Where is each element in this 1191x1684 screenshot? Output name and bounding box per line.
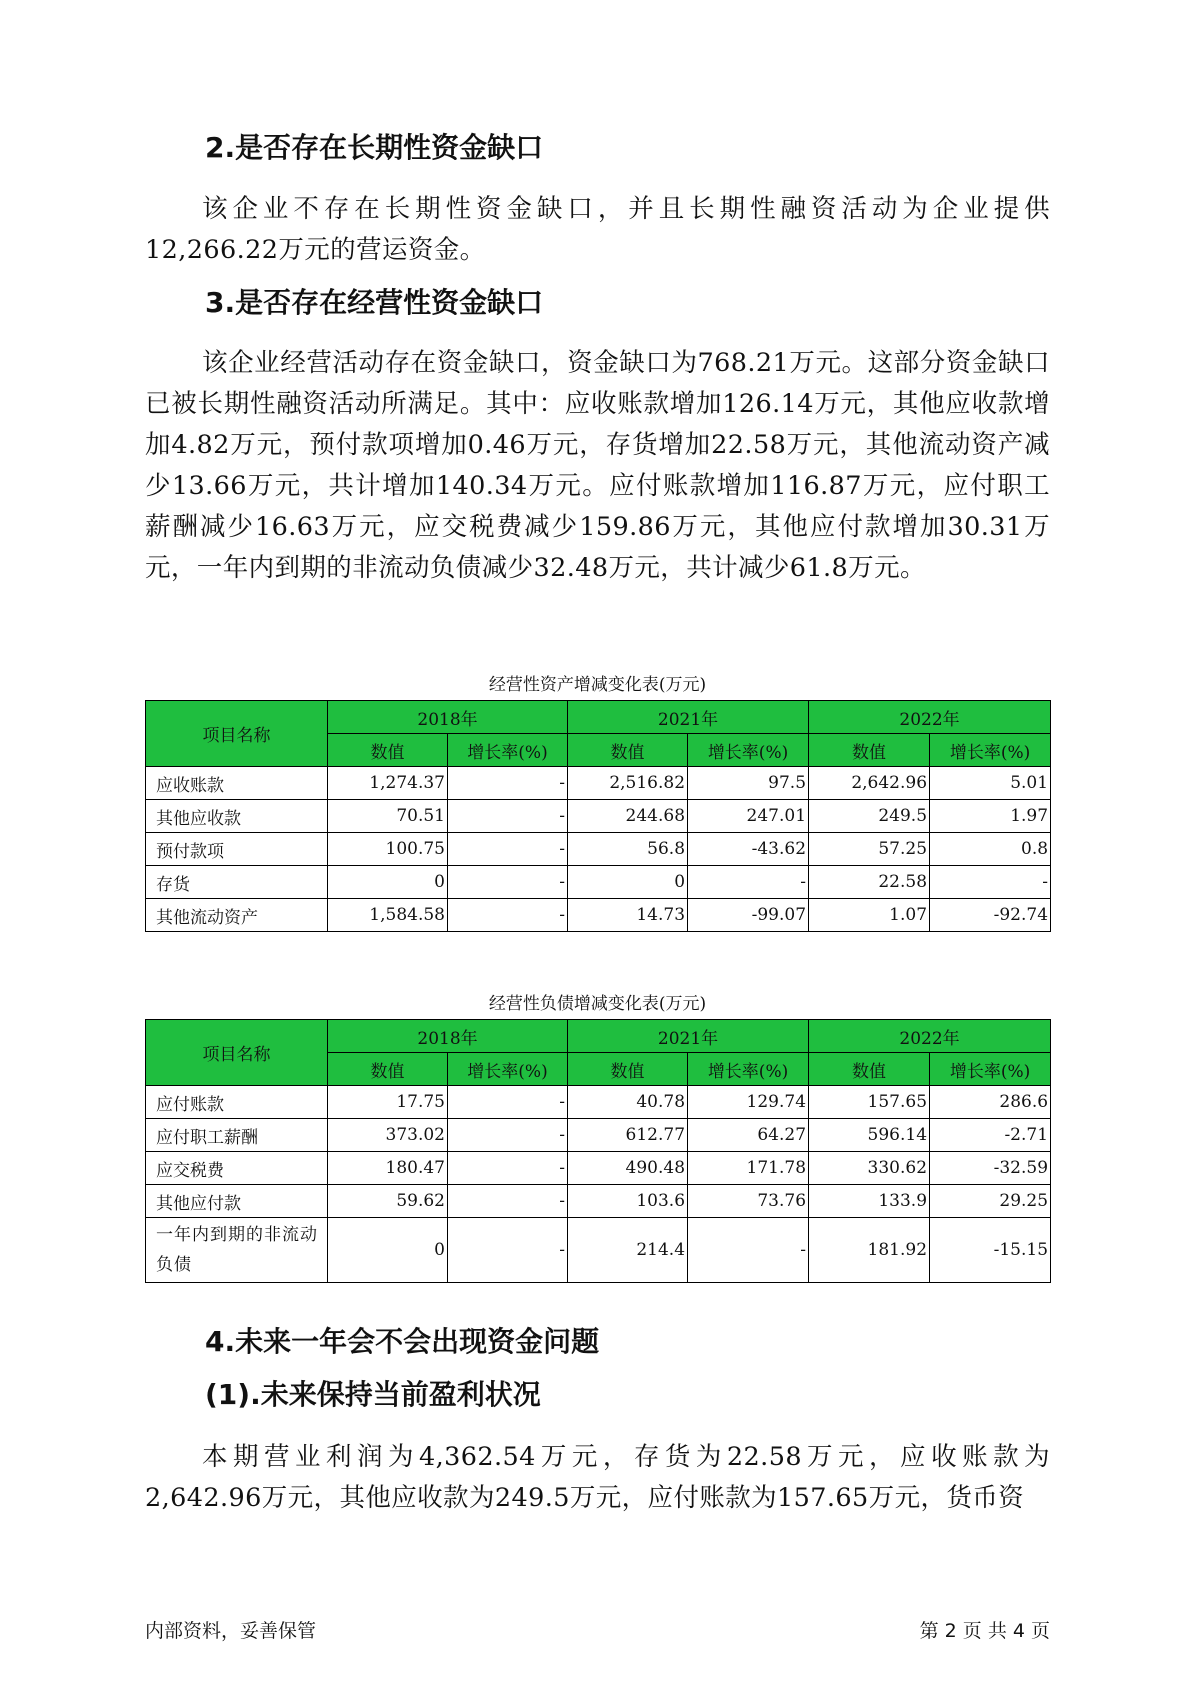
table-cell: 59.62: [328, 1185, 448, 1218]
table-row: [146, 1218, 1051, 1283]
table-cell: 157.65: [809, 1086, 930, 1119]
paragraph-current-profit: 本期营业利润为4,362.54万元，存货为22.58万元，应收账款为2,642.96万元，其他应收款为249.5万元，应付账款为157.65万元，货币资: [145, 1442, 1050, 1513]
table-cell: -2.71: [930, 1119, 1051, 1152]
table-cell: 2,516.82: [568, 767, 688, 800]
table-row: [146, 1119, 1051, 1152]
table-row: [146, 866, 1051, 899]
year-header: 2021年: [568, 701, 809, 734]
table-row: [146, 1185, 1051, 1218]
table-cell: 1.07: [809, 899, 930, 932]
table-row: [146, 1152, 1051, 1185]
table-cell: 129.74: [688, 1086, 809, 1119]
table-cell: -: [448, 899, 568, 932]
table-cell: -: [930, 866, 1051, 899]
table-cell: 17.75: [328, 1086, 448, 1119]
item-name-header: 项目名称: [146, 1020, 328, 1086]
table-row: [146, 1086, 1051, 1119]
heading-next-year-funding: 4.未来一年会不会出现资金问题: [205, 1325, 600, 1358]
table-cell: 286.6: [930, 1086, 1051, 1119]
table-cell: -15.15: [930, 1218, 1051, 1283]
table-cell: 103.6: [568, 1185, 688, 1218]
row-label: 存货: [146, 866, 328, 899]
table-cell: -: [448, 1218, 568, 1283]
table-cell: -43.62: [688, 833, 809, 866]
table-cell: 247.01: [688, 800, 809, 833]
table-cell: 56.8: [568, 833, 688, 866]
table-cell: 180.47: [328, 1152, 448, 1185]
table-cell: 5.01: [930, 767, 1051, 800]
table-cell: -99.07: [688, 899, 809, 932]
year-header: 2021年: [568, 1020, 809, 1053]
table-cell: 0: [328, 1218, 448, 1283]
growth-rate-header: 增长率(%): [448, 1053, 568, 1086]
heading-operating-gap: 3.是否存在经营性资金缺口: [205, 286, 544, 319]
table-cell: 1,274.37: [328, 767, 448, 800]
table-cell: 244.68: [568, 800, 688, 833]
table-cell: 490.48: [568, 1152, 688, 1185]
table-cell: -: [688, 866, 809, 899]
table-cell: 40.78: [568, 1086, 688, 1119]
heading-long-term-gap: 2.是否存在长期性资金缺口: [205, 131, 544, 164]
table-cell: 181.92: [809, 1218, 930, 1283]
row-label: 其他应收款: [146, 800, 328, 833]
value-header: 数值: [328, 1053, 448, 1086]
row-label: 应付账款: [146, 1086, 328, 1119]
table-cell: 100.75: [328, 833, 448, 866]
growth-rate-header: 增长率(%): [930, 1053, 1051, 1086]
table-cell: -92.74: [930, 899, 1051, 932]
table-cell: 14.73: [568, 899, 688, 932]
growth-rate-header: 增长率(%): [688, 1053, 809, 1086]
table-cell: 29.25: [930, 1185, 1051, 1218]
table-cell: -32.59: [930, 1152, 1051, 1185]
table-cell: 73.76: [688, 1185, 809, 1218]
footer-confidential-note: 内部资料，妥善保管: [145, 1620, 317, 1642]
table-cell: 0: [568, 866, 688, 899]
table-cell: 64.27: [688, 1119, 809, 1152]
liabilities-table-caption: 经营性负债增减变化表(万元): [488, 994, 707, 1014]
table-cell: 70.51: [328, 800, 448, 833]
row-label: 应付职工薪酬: [146, 1119, 328, 1152]
row-label: 一年内到期的非流动负债: [146, 1218, 328, 1283]
footer-page-number: 第 2 页 共 4 页: [919, 1620, 1050, 1642]
assets-table: [145, 700, 1051, 932]
value-header: 数值: [568, 734, 688, 767]
liabilities-table: [145, 1019, 1051, 1283]
table-cell: 22.58: [809, 866, 930, 899]
row-label: 其他流动资产: [146, 899, 328, 932]
table-row: [146, 800, 1051, 833]
year-header: 2018年: [328, 701, 568, 734]
value-header: 数值: [809, 734, 930, 767]
table-cell: -: [448, 833, 568, 866]
table-cell: -: [448, 800, 568, 833]
row-label: 其他应付款: [146, 1185, 328, 1218]
paragraph-operating-gap: 该企业经营活动存在资金缺口，资金缺口为768.21万元。这部分资金缺口已被长期性融资活动所满足。其中：应收账款增加126.14万元，其他应收款增加4.82万元，预付款项增加0.46万元，存货增加22.58万元，其他流动资产减少13.66万元，共计增加140.34万元。应付账款增加116.87万元，应付职工薪酬减少16.63万元，应交税费减少159.86万元，其他应付款增加30.31万元，一年内到期的非流动负债减少32.48万元，共计减少61.8万元。: [145, 348, 1050, 583]
table-cell: -: [448, 767, 568, 800]
table-cell: 133.9: [809, 1185, 930, 1218]
assets-table-caption: 经营性资产增减变化表(万元): [488, 675, 707, 695]
table-cell: 97.5: [688, 767, 809, 800]
table-cell: -: [688, 1218, 809, 1283]
value-header: 数值: [328, 734, 448, 767]
table-cell: 1.97: [930, 800, 1051, 833]
table-cell: -: [448, 866, 568, 899]
table-cell: -: [448, 1185, 568, 1218]
table-cell: 214.4: [568, 1218, 688, 1283]
table-row: [146, 833, 1051, 866]
table-cell: 373.02: [328, 1119, 448, 1152]
table-cell: 0: [328, 866, 448, 899]
table-cell: 596.14: [809, 1119, 930, 1152]
table-cell: 57.25: [809, 833, 930, 866]
table-cell: -: [448, 1119, 568, 1152]
table-cell: 171.78: [688, 1152, 809, 1185]
growth-rate-header: 增长率(%): [448, 734, 568, 767]
table-cell: -: [448, 1152, 568, 1185]
growth-rate-header: 增长率(%): [930, 734, 1051, 767]
row-label: 应交税费: [146, 1152, 328, 1185]
paragraph-long-term-gap: 该企业不存在长期性资金缺口，并且长期性融资活动为企业提供12,266.22万元的营运资金。: [145, 194, 1050, 265]
table-cell: 1,584.58: [328, 899, 448, 932]
table-cell: 2,642.96: [809, 767, 930, 800]
table-cell: 612.77: [568, 1119, 688, 1152]
table-cell: 249.5: [809, 800, 930, 833]
subheading-current-profit: (1).未来保持当前盈利状况: [205, 1378, 541, 1411]
table-row: [146, 767, 1051, 800]
table-cell: 0.8: [930, 833, 1051, 866]
table-row: [146, 899, 1051, 932]
table-cell: -: [448, 1086, 568, 1119]
growth-rate-header: 增长率(%): [688, 734, 809, 767]
year-header: 2022年: [809, 701, 1051, 734]
value-header: 数值: [568, 1053, 688, 1086]
value-header: 数值: [809, 1053, 930, 1086]
year-header: 2022年: [809, 1020, 1051, 1053]
row-label: 预付款项: [146, 833, 328, 866]
row-label: 应收账款: [146, 767, 328, 800]
item-name-header: 项目名称: [146, 701, 328, 767]
table-cell: 330.62: [809, 1152, 930, 1185]
year-header: 2018年: [328, 1020, 568, 1053]
